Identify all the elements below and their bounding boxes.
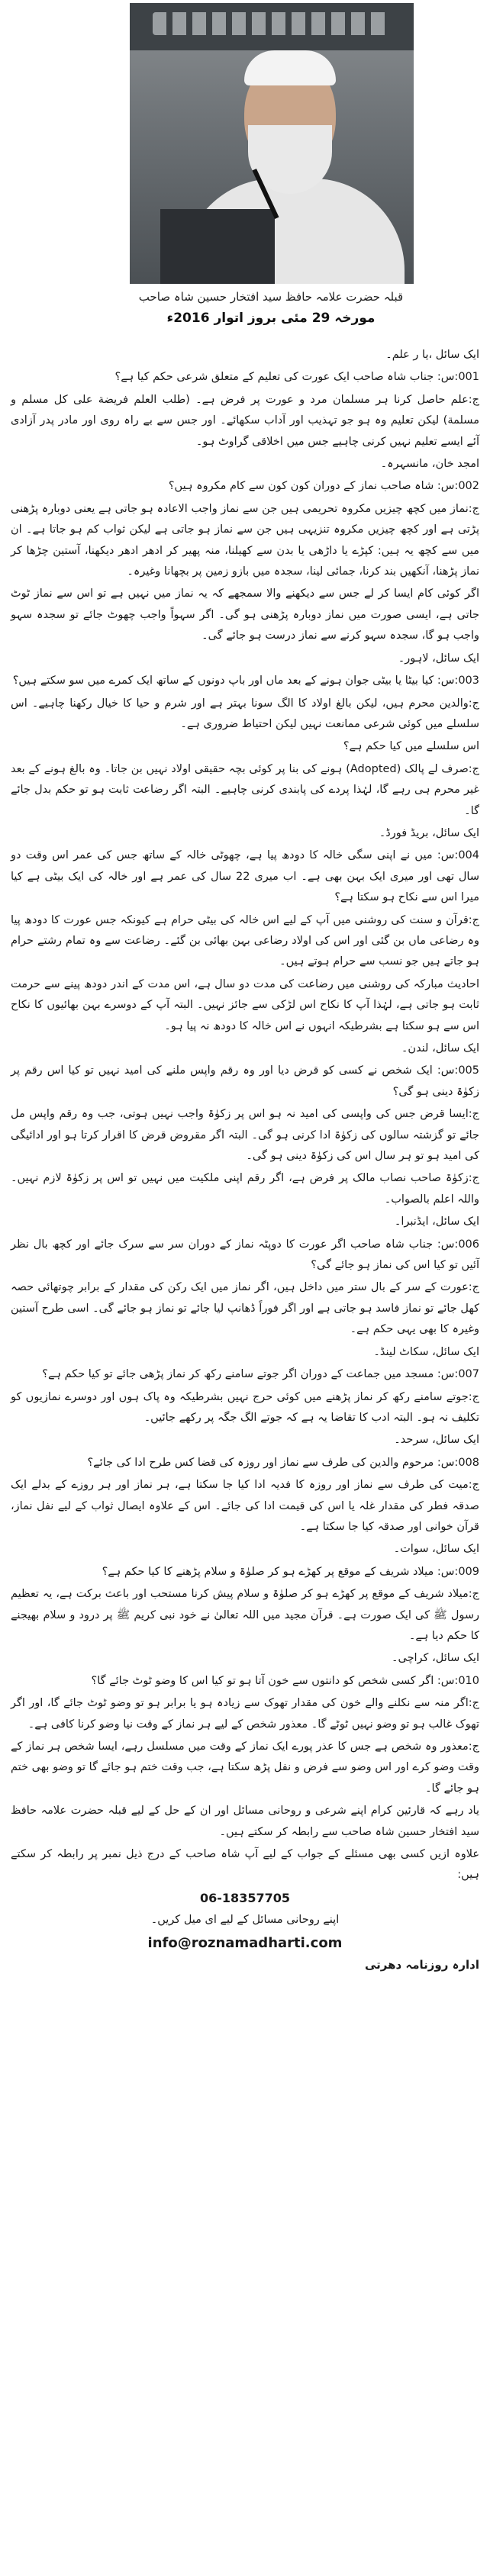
paragraph: احادیث مبارکہ کی روشنی میں رضاعت کی مدت دو سال ہے، اس مدت کے اندر دودھ پینے سے حرمت ثابت ہو جاتی ہے، لہٰذا آپ کا نکاح اس لڑکی سے جائز نہیں۔ البتہ آپ کے دوسرے بہن بھائیوں کا نکاح اس سے ہو سکتا ہے بشرطیکہ انہوں نے اس خالہ کا دودھ نہ پیا ہو۔ <box>11 977 479 1032</box>
paragraph: ج:قرآن و سنت کی روشنی میں آپ کے لیے اس خالہ کی بیٹی حرام ہے کیونکہ جس عورت کا دودھ پیا وہ رضاعی ماں بن گئی اور اس کی اولاد رضاعی بہن بھائی بن گئے۔ رضاعت سے وہ تمام رشتے حرام ہو جاتے ہیں جو نسب سے حرام ہوتے ہیں۔ <box>11 913 479 968</box>
paragraph: ایک سائل، ایڈنبرا۔ <box>394 1216 479 1228</box>
paragraph: 004:س: میں نے اپنی سگی خالہ کا دودھ پیا ہے، چھوٹی خالہ کے ساتھ جس کی عمر اس وقت دو سال تھی اور میری ایک بہن بھی ہے۔ اب میری 22 سال کی عمر ہے اور خالہ کی ایک بیٹی ہے کیا میرا اس سے نکاح ہو سکتا ہے؟ <box>11 849 479 904</box>
paragraph: ایک سائل، کراچی۔ <box>391 1652 479 1665</box>
paragraph: ج:معذور وہ شخص ہے جس کا عذر پورے ایک نماز کے وقت میں مسلسل رہے، ایسا شخص ہر نماز کے وقت وضو کرے اور اس وضو سے فرض و نفل پڑھ سکتا ہے، جب وقت ختم ہو جائے گا تو وضو بھی ختم ہو جائے گا۔ <box>11 1740 479 1795</box>
paragraph: ج:والدین محرم ہیں، لیکن بالغ اولاد کا الگ سونا بہتر ہے اور شرم و حیا کا خیال رکھنا چاہیے۔ اس سلسلے میں کوئی شرعی ممانعت نہیں لیکن احتیاط ضروری ہے۔ <box>11 697 479 730</box>
publish-date: مورخہ 29 مئی بروز اتوار 2016ء <box>166 311 376 326</box>
paragraph: 005:س: ایک شخص نے کسی کو قرض دیا اور وہ رقم واپس ملنے کی امید نہیں تو کیا اس رقم پر زکوٰۃ دینی ہو گی؟ <box>11 1064 479 1098</box>
paragraph: ج:اگر منہ سے نکلنے والے خون کی مقدار تھوک سے زیادہ ہو یا برابر ہو تو وضو ٹوٹ جائے گا، اور اگر تھوک غالب ہو تو وضو نہیں ٹوٹے گا۔ معذور شخص کے لیے ہر نماز کے وقت نیا وضو کرنا کافی ہے۔ <box>11 1697 479 1731</box>
paragraph: ایک سائل، لاہور۔ <box>398 652 479 665</box>
paragraph: ایک سائل، بریڈ فورڈ۔ <box>379 826 479 839</box>
paragraph: یاد رہے کہ قارئین کرام اپنے شرعی و روحانی مسائل اور ان کے حل کے لیے قبلہ حضرت علامہ حافظ سید افتخار حسین شاہ صاحب سے رابطہ کر سکتے ہیں۔ <box>11 1805 479 1838</box>
paragraph: علاوہ ازیں کسی بھی مسئلے کے جواب کے لیے آپ شاہ صاحب کے درج ذیل نمبر پر رابطہ کر سکتے ہیں: <box>11 1848 479 1882</box>
paragraph: 002:س: شاہ صاحب نماز کے دوران کون کون سے کام مکروہ ہیں؟ <box>168 480 479 493</box>
contact-email[interactable]: info@roznamadharti.com <box>147 1934 343 1951</box>
paragraph: ج:صرف لے پالک (Adopted) ہونے کی بنا پر کوئی بچہ حقیقی اولاد نہیں بن جاتا۔ وہ بالغ ہونے کے بعد غیر محرم ہی رہے گا، لہٰذا پردے کی پابندی کرنی چاہیے۔ البتہ اگر رضاعت ثابت ہو تو حکم بدل جائے گا۔ <box>11 762 480 817</box>
photo-podium <box>160 209 275 284</box>
paragraph: امجد خان، مانسہرہ۔ <box>380 458 479 471</box>
email-prompt: اپنے روحانی مسائل کے لیے ای میل کریں۔ <box>150 1914 340 1927</box>
paragraph: ایک سائل، سرحد۔ <box>394 1434 479 1447</box>
scholar-photo <box>130 3 414 284</box>
paragraph: ایک سائل، سکاٹ لینڈ۔ <box>373 1345 479 1358</box>
paragraph: ایک سائل، لندن۔ <box>401 1042 479 1055</box>
paragraph: ج:میلاد شریف کے موقع پر کھڑے ہو کر صلوٰۃ و سلام پیش کرنا مستحب اور باعث برکت ہے، یہ تعظیم رسول ﷺ کی ایک صورت ہے۔ قرآن مجید میں اللہ تعالیٰ نے خود نبی کریم ﷺ پر درود و سلام بھیجنے کا حکم دیا ہے۔ <box>11 1588 479 1642</box>
paragraph: ج:علم حاصل کرنا ہر مسلمان مرد و عورت پر فرض ہے۔ (طلب العلم فریضة علی کل مسلم و مسلمة) لیکن تعلیم وہ ہو جو تہذیب اور آداب سکھائے۔ اور جس سے بے راہ روی اور مادر پدر آزادی آئے ایسے تعلیم نہیں کرنی چاہیے جس میں اخلاقی گراوٹ ہو۔ <box>11 393 479 448</box>
paragraph: ج:ایسا قرض جس کی واپسی کی امید نہ ہو اس پر زکوٰۃ واجب نہیں ہوتی، جب وہ رقم واپس مل جائے تو گزشتہ سالوں کی زکوٰۃ ادا کرنی ہو گی۔ البتہ اگر مقروض قرض کا اقرار کرتا ہو اور ادائیگی کی امید ہو تو ہر سال اس کی زکوٰۃ دینی ہو گی۔ <box>11 1108 479 1163</box>
photo-caption: قبلہ حضرت علامہ حافظ سید افتخار حسین شاہ صاحب <box>138 290 404 304</box>
paragraph: 003:س: کیا بیٹا یا بیٹی جوان ہونے کے بعد ماں اور باپ دونوں کے ساتھ ایک کمرے میں سو سکتے ہیں؟ <box>12 675 479 687</box>
paragraph: اس سلسلے میں کیا حکم ہے؟ <box>343 740 479 753</box>
paragraph: 001:س: جناب شاہ صاحب ایک عورت کی تعلیم کے متعلق شرعی حکم کیا ہے؟ <box>114 371 479 384</box>
paragraph: ج:جوتے سامنے رکھ کر نماز پڑھنے میں کوئی حرج نہیں بشرطیکہ وہ پاک ہوں اور دوسرے نمازیوں کو تکلیف نہ ہو۔ البتہ ادب کا تقاضا یہ ہے کہ جوتے الگ جگہ پر رکھے جائیں۔ <box>11 1390 479 1424</box>
paragraph: 008:س: مرحوم والدین کی طرف سے نماز اور روزہ کی قضا کس طرح ادا کی جائے؟ <box>87 1456 479 1469</box>
paragraph: ج:نماز میں کچھ چیزیں مکروہ تحریمی ہیں جن سے نماز واجب الاعادہ ہو جاتی ہے یعنی دوبارہ پڑھنی پڑتی ہے اور کچھ چیزیں مکروہ تنزیہی ہیں جن سے نماز ہو جاتی ہے لیکن ثواب کم ہو جاتا ہے۔ ان میں سے کچھ یہ ہیں: کپڑے یا داڑھی یا بدن سے کھیلنا، منہ پھیر کر ادھر ادھر دیکھنا، آستین چڑھا کر نماز پڑھنا، آنکھیں بند کرنا، جمائی لینا، سجدہ میں بازو زمین پر بچھانا وغیرہ۔ <box>11 502 479 578</box>
photo-cap <box>244 50 336 85</box>
paragraph: ج:زکوٰۃ صاحب نصاب مالک پر فرض ہے، اگر رقم اپنی ملکیت میں نہیں تو اس پر زکوٰۃ لازم نہیں۔ واللہ اعلم بالصواب۔ <box>11 1172 479 1206</box>
paragraph: 010:س: اگر کسی شخص کو دانتوں سے خون آتا ہو تو کیا اس کا وضو ٹوٹ جائے گا؟ <box>91 1674 479 1687</box>
paragraph: ایک سائل ،یا ر علم۔ <box>385 349 479 361</box>
paragraph: اگر کوئی کام ایسا کر لے جس سے دیکھنے والا سمجھے کہ یہ نماز میں نہیں ہے تو اس سے نماز ٹوٹ جاتی ہے، ایسی صورت میں نماز دوبارہ پڑھنی ہو گی۔ اگر سہواً واجب چھوٹ جائے تو سجدہ سہو واجب ہو گا، سجدہ سہو کرنے سے نماز درست ہو جائے گی۔ <box>11 588 479 642</box>
paragraph: ج:میت کی طرف سے نماز اور روزہ کا فدیہ ادا کیا جا سکتا ہے، ہر نماز اور ہر روزے کے بدلے ایک صدقہ فطر کی مقدار غلہ یا اس کی قیمت ادا کی جائے۔ اس کے علاوہ ایصال ثواب کے لیے نفل نماز، قرآن خوانی اور صدقہ کیا جا سکتا ہے۔ <box>11 1479 479 1533</box>
banner-calligraphy <box>130 3 414 50</box>
paragraph: 009:س: میلاد شریف کے موقع پر کھڑے ہو کر صلوٰۃ و سلام پڑھنے کا کیا حکم ہے؟ <box>102 1565 479 1578</box>
paragraph: ایک سائل، سوات۔ <box>393 1543 479 1556</box>
contact-phone[interactable]: 06-18357705 <box>200 1890 290 1905</box>
paragraph: 007:س: مسجد میں جماعت کے دوران اگر جوتے سامنے رکھ کر نماز پڑھی جائے تو کیا حکم ہے؟ <box>42 1368 479 1381</box>
paragraph: 006:س: جناب شاہ صاحب اگر عورت کا دوپٹہ نماز کے دوران سر سے سرک جائے اور کچھ بال نظر آئیں تو کیا اس کی نماز ہو جائے گی؟ <box>11 1238 479 1272</box>
paragraph: ج:عورت کے سر کے بال ستر میں داخل ہیں، اگر نماز میں ایک رکن کی مقدار کے برابر چوتھائی حصہ کھل جائے تو نماز فاسد ہو جاتی ہے اور اگر فوراً ڈھانپ لیا جائے تو نماز ہو جائے گی۔ اسی طرح آستین وغیرہ کا بھی یہی حکم ہے۔ <box>11 1281 479 1336</box>
article-body <box>11 345 479 1977</box>
footer-credit: ادارہ روزنامہ دھرتی <box>364 1958 479 1972</box>
